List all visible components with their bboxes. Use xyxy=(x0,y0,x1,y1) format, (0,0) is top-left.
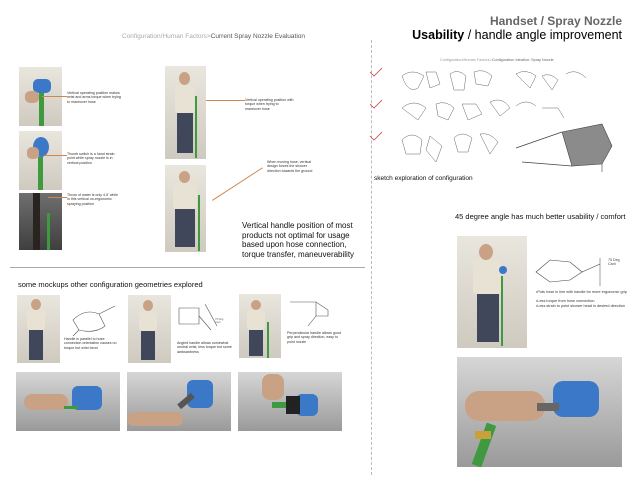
main-caption: Vertical handle position of most products not optimal for usage based upon hose connection, torque transfer, maneuverability xyxy=(242,221,355,259)
person-head xyxy=(251,300,261,310)
hand-shape xyxy=(262,374,284,400)
photo-mockup-person-1 xyxy=(17,295,60,363)
leader-line-5 xyxy=(212,167,263,201)
hand-shape xyxy=(27,147,39,159)
page-title: Handset / Spray Nozzle xyxy=(489,14,622,28)
hose-shape xyxy=(267,322,269,358)
bullet-2: •Less torque from hose connection xyxy=(536,299,595,303)
person-torso xyxy=(27,310,45,330)
hose-shape xyxy=(64,406,78,409)
photo-person-standing-1 xyxy=(165,66,206,159)
note-1: Vertical operating position makes wrist and arms torque when trying to maneuver hose xyxy=(67,91,121,104)
person-head xyxy=(31,299,41,310)
person-head xyxy=(179,171,190,183)
person-torso xyxy=(247,310,265,330)
left-breadcrumb xyxy=(122,33,305,40)
photo-person-45-degree xyxy=(457,236,527,348)
hose-shape xyxy=(39,93,44,126)
hose-shape xyxy=(198,195,200,251)
photo-closeup-3 xyxy=(238,372,342,431)
hose-shape xyxy=(47,213,50,250)
hand-shape xyxy=(465,391,545,421)
sketch-angle-label: 75 Deg Cant xyxy=(608,258,620,267)
leader-line-1 xyxy=(42,96,67,97)
bullet-1: •Puts hose in line with handle for more ergonomic grip xyxy=(536,290,627,294)
sketch-mockup-1 xyxy=(65,300,120,338)
photo-person-standing-2 xyxy=(165,165,206,252)
person-head xyxy=(179,72,190,85)
nozzle-shape xyxy=(499,266,507,274)
mockups-title: some mockups other configuration geometries explored xyxy=(18,280,203,289)
person-torso xyxy=(473,260,501,294)
person-torso xyxy=(175,85,195,113)
leader-line-2 xyxy=(44,155,67,156)
person-head xyxy=(479,244,493,260)
tree-trunk xyxy=(33,193,40,250)
right-breadcrumb-parent: Configuration/Human Factors> xyxy=(440,58,492,62)
photo-closeup-1 xyxy=(16,372,120,431)
photo-tree-spraying xyxy=(19,193,62,250)
subtitle-rest: / handle angle improvement xyxy=(467,28,622,42)
section-divider xyxy=(10,267,365,268)
note-4: Vertical operating position with torque when trying to maneuver hose xyxy=(245,98,294,111)
handle-shape xyxy=(286,396,300,414)
mockup-note-3: Perpendicular handle allows good grip and spray direction, easy to point nozzle xyxy=(287,331,341,344)
person-legs xyxy=(141,331,155,360)
mockup-note-2: Angled handle allows somewhat neutral wrist, less torque but some awkwardness xyxy=(177,341,232,354)
left-breadcrumb-current: Current Spray Nozzle Evaluation xyxy=(210,33,305,40)
page-subtitle xyxy=(412,28,622,42)
person-legs xyxy=(249,330,263,356)
hand-shape xyxy=(25,91,39,103)
leader-line-4 xyxy=(206,100,245,101)
person-torso xyxy=(173,183,197,209)
hose-shape xyxy=(38,157,43,190)
mockup-note-1: Handle is parallel to hose: connection orientation causes no torque but wrist bend xyxy=(64,337,117,350)
hose-shape xyxy=(195,96,197,158)
hose-fitting xyxy=(475,431,491,439)
photo-mockup-person-2 xyxy=(128,295,171,363)
sketch-45-degree-nozzle xyxy=(530,250,620,290)
photo-closeup-45-degree xyxy=(457,357,622,467)
hose-shape xyxy=(501,276,503,346)
person-legs xyxy=(177,113,193,153)
sketch-exploration-sheet xyxy=(366,62,636,172)
photo-closeup-2 xyxy=(127,372,231,431)
person-legs xyxy=(477,294,499,342)
hand-shape xyxy=(127,412,183,426)
right-breadcrumb-current: Configuration Ideation: Spray Nozzle xyxy=(491,58,554,62)
conclusion-text: 45 degree angle has much better usability / comfort xyxy=(455,212,626,221)
photo-mockup-person-3 xyxy=(239,294,281,358)
mockup-sketch-label: 75 Deg Cant xyxy=(215,318,224,324)
left-breadcrumb-parent: Configuration/Human Factors> xyxy=(122,33,211,40)
person-head xyxy=(143,300,153,311)
person-torso xyxy=(139,311,157,331)
hose-shape xyxy=(472,423,496,467)
hand-shape xyxy=(24,394,68,410)
sketch-caption: sketch exploration of configuration xyxy=(374,175,473,182)
handle-shape xyxy=(537,403,559,411)
photo-hand-nozzle-2 xyxy=(19,131,62,190)
note-5: When moving hose, vertical design forces the shower direction towards the ground xyxy=(267,160,313,173)
nozzle-shape xyxy=(553,381,599,417)
person-legs xyxy=(29,330,43,360)
note-2: Thumb switch is a hand strain point while spray nozzle is in vertical position xyxy=(67,152,115,165)
subtitle-bold: Usability xyxy=(412,28,465,42)
sketch-mockup-3 xyxy=(286,294,342,328)
leader-line-3 xyxy=(48,197,67,198)
bullet-3: •Less strain to point shower head in desired direction xyxy=(536,304,625,308)
note-3: Throw of water is only 4-5' while in this vertical un-ergonomic spraying position xyxy=(67,193,119,206)
person-legs xyxy=(175,209,195,247)
